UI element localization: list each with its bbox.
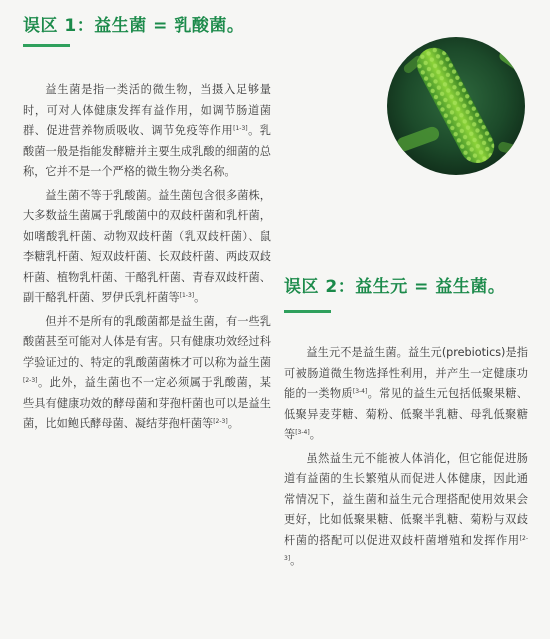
- bacteria-illustration: [386, 36, 526, 176]
- citation-ref: [3-4]: [295, 429, 310, 436]
- citation-ref: [2-3]: [284, 534, 528, 562]
- section1-paragraph-2: 益生菌不等于乳酸菌。益生菌包含很多菌株，大多数益生菌属于乳酸菌中的双歧杆菌和乳杆菌，如嗜酸乳杆菌、动物双歧杆菌（乳双歧杆菌）、鼠李糖乳杆菌、短双歧杆菌、长双歧杆菌、两歧双歧杆菌、植物乳杆菌、干酪乳杆菌、青春双歧杆菌、副干酪乳杆菌、罗伊氏乳杆菌等[1-3]。: [23, 188, 271, 304]
- section2-body: [284, 343, 528, 575]
- section2-paragraph-1: 益生元不是益生菌。益生元(prebiotics)是指可被肠道微生物选择性利用，并产生一定健康功能的一类物质[3-4]。常见的益生元包括低聚果糖、低聚异麦芽糖、菊粉、低聚半乳糖、母乳低聚糖等[3-4]。: [284, 346, 528, 441]
- section1-title: 误区 1：益生菌 = 乳酸菌。: [23, 16, 245, 36]
- section1-body: [23, 80, 271, 438]
- section1-paragraph-3: 但并不是所有的乳酸菌都是益生菌，有一些乳酸菌甚至可能对人体是有害。只有健康功效经过科学验证过的、特定的乳酸菌菌株才可以称为益生菌[2-3]。此外，益生菌也不一定必须属于乳酸菌，某些具有健康功效的酵母菌和芽孢杆菌也可以是益生菌，比如鲍氏酵母菌、凝结芽孢杆菌等[2-3]。: [23, 314, 271, 430]
- section2-title: 误区 2：益生元 = 益生菌。: [284, 277, 506, 297]
- citation-ref: [3-4]: [352, 388, 368, 395]
- citation-ref: [2-3]: [213, 418, 228, 425]
- citation-ref: [1-3]: [233, 125, 248, 132]
- section1-divider: [23, 44, 70, 47]
- section1-paragraph-1: 益生菌是指一类活的微生物，当摄入足够量时，可对人体健康发挥有益作用，如调节肠道菌群、促进营养物质吸收、调节免疫等作用[1-3]。乳酸菌一般是指能发酵糖并主要生成乳酸的细菌的总称，它并不是一个严格的微生物分类名称。: [23, 83, 271, 178]
- section2-divider: [284, 310, 331, 313]
- section2-paragraph-2: 虽然益生元不能被人体消化，但它能促进肠道有益菌的生长繁殖从而促进人体健康，因此通常情况下，益生菌和益生元合理搭配使用效果会更好，比如低聚果糖、低聚半乳糖、菊粉与双歧杆菌的搭配可以促进双歧杆菌增殖和发挥作用[2-3]。: [284, 451, 528, 567]
- citation-ref: [2-3]: [23, 377, 38, 384]
- citation-ref: [1-3]: [179, 292, 195, 299]
